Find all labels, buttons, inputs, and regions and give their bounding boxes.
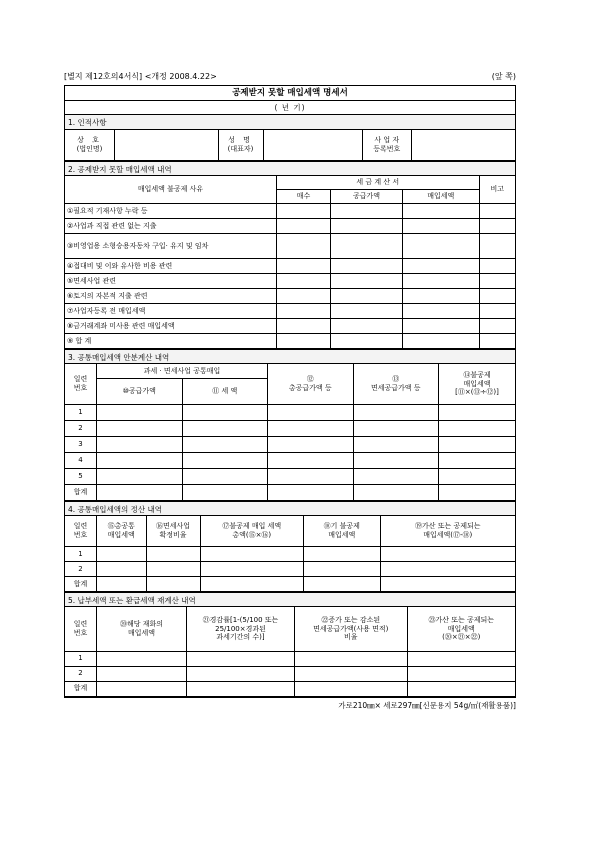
nondeductible-col-header: ⑭불공제 매입세액 [⑪×(⑬÷⑫)] [439, 364, 516, 404]
supply-col-header: 공급가액 [331, 190, 403, 204]
exempt-supply-col-header: ⑬ 면세공급가액 등 [353, 364, 439, 404]
total-common-cell[interactable] [97, 562, 147, 577]
table-row [65, 274, 515, 289]
note-cell[interactable] [479, 289, 515, 304]
nondeductible-total-cell[interactable] [200, 547, 304, 562]
note-cell[interactable] [479, 334, 515, 349]
supply-cell[interactable] [331, 234, 403, 259]
reduction-rate-cell[interactable] [187, 651, 295, 666]
adjusted-tax-col-header: ⑲가산 또는 공제되는 매입세액(⑰-⑱) [380, 516, 515, 547]
table-row [65, 304, 515, 319]
serial-col-header: 일련 번호 [65, 607, 97, 651]
reduction-rate-col-header: ㉑경감률[1-(5/100 또는 25/100×경과된 과세기간의 수)] [187, 607, 295, 651]
note-cell[interactable] [479, 259, 515, 274]
nondeductible-cell[interactable] [439, 468, 516, 484]
total-common-cell[interactable] [97, 577, 147, 592]
adjusted-tax-cell[interactable] [380, 547, 515, 562]
supply-cell[interactable] [331, 289, 403, 304]
section-1-table [65, 130, 515, 161]
reason-col-header: 매입세액 불공제 사유 [65, 176, 277, 204]
tax-cell[interactable] [182, 404, 268, 420]
tax-cell[interactable] [403, 289, 480, 304]
nondeductible-total-cell[interactable] [200, 562, 304, 577]
table-row [65, 666, 515, 681]
exempt-ratio-cell[interactable] [146, 547, 200, 562]
reason-label: ⑤면세사업 관련 [65, 274, 277, 289]
tax-col-header: ⑪ 세 액 [182, 378, 268, 404]
tax-cell[interactable] [403, 204, 480, 219]
nondeductible-cell[interactable] [439, 420, 516, 436]
table-row [65, 651, 515, 666]
total-supply-cell[interactable] [268, 452, 354, 468]
supply-cell[interactable] [97, 420, 183, 436]
total-common-col-header: ⑮총공통 매입세액 [97, 516, 147, 547]
goods-tax-cell[interactable] [97, 681, 187, 696]
trade-name-label: 상 호 (법인명) [65, 130, 115, 160]
nondeductible-cell[interactable] [439, 404, 516, 420]
already-nondeductible-cell[interactable] [304, 562, 381, 577]
table-row [65, 204, 515, 219]
section-5-table [65, 607, 515, 697]
supply-cell[interactable] [97, 452, 183, 468]
nondeductible-cell[interactable] [439, 484, 516, 500]
form-sheet [64, 70, 516, 711]
reason-label: ⑥토지의 자본적 지출 관련 [65, 289, 277, 304]
serial-number: 1 [65, 651, 97, 666]
exempt-ratio-cell[interactable] [146, 562, 200, 577]
ratio-change-col-header: ㉒증가 또는 감소된 면세공급가액(사용 면적) 비율 [295, 607, 408, 651]
total-row [65, 577, 515, 592]
registration-no-label: 사 업 자 등록번호 [362, 130, 412, 160]
total-supply-cell[interactable] [268, 484, 354, 500]
total-supply-cell[interactable] [268, 468, 354, 484]
total-supply-col-header: ⑫ 총공급가액 등 [268, 364, 354, 404]
adjusted-tax-cell[interactable] [407, 651, 515, 666]
reason-label: ④접대비 및 이와 유사한 비용 관련 [65, 259, 277, 274]
serial-number: 1 [65, 547, 97, 562]
trade-name-field[interactable] [115, 130, 219, 160]
goods-tax-col-header: ⑳해당 재화의 매입세액 [97, 607, 187, 651]
note-cell[interactable] [479, 219, 515, 234]
ratio-change-cell[interactable] [295, 681, 408, 696]
table-row [65, 289, 515, 304]
reason-label: ⑦사업자등록 전 매입세액 [65, 304, 277, 319]
table-row [65, 259, 515, 274]
table-row [65, 319, 515, 334]
total-supply-cell[interactable] [268, 404, 354, 420]
table-row [65, 420, 515, 436]
paper-spec: 가로210㎜× 세로297㎜[신문용지 54g/㎡(재활용품)] [338, 700, 516, 710]
tax-cell[interactable] [182, 420, 268, 436]
already-nondeductible-col-header: ⑱기 불공제 매입세액 [304, 516, 381, 547]
table-row [65, 452, 515, 468]
serial-number: 합계 [65, 681, 97, 696]
reason-label: ①필요적 기재사항 누락 등 [65, 204, 277, 219]
table-row [65, 234, 515, 259]
table-row [65, 436, 515, 452]
serial-number: 2 [65, 666, 97, 681]
count-cell[interactable] [277, 259, 331, 274]
form-header [64, 70, 516, 82]
representative-label: 성 명 (대표자) [218, 130, 263, 160]
supply-cell[interactable] [331, 274, 403, 289]
page-side-label: (앞 쪽) [491, 72, 516, 81]
exempt-supply-cell[interactable] [353, 468, 439, 484]
note-cell[interactable] [479, 319, 515, 334]
adjusted-tax-cell[interactable] [380, 562, 515, 577]
reason-label: ⑨ 합 계 [65, 334, 277, 349]
serial-number: 3 [65, 436, 97, 452]
supply-cell[interactable] [97, 468, 183, 484]
adjusted-tax-col-header: ㉓가산 또는 공제되는 매입세액 (⑳×㉑×㉒) [407, 607, 515, 651]
serial-number: 2 [65, 562, 97, 577]
ratio-change-cell[interactable] [295, 651, 408, 666]
supply-cell[interactable] [331, 304, 403, 319]
adjusted-tax-cell[interactable] [407, 666, 515, 681]
tax-cell[interactable] [403, 304, 480, 319]
supply-cell[interactable] [331, 319, 403, 334]
count-cell[interactable] [277, 204, 331, 219]
count-cell[interactable] [277, 319, 331, 334]
tax-cell[interactable] [182, 468, 268, 484]
form-title: 공제받지 못할 매입세액 명세서 [65, 86, 515, 101]
total-row [65, 681, 515, 696]
goods-tax-cell[interactable] [97, 651, 187, 666]
serial-number: 4 [65, 452, 97, 468]
supply-cell[interactable] [331, 334, 403, 349]
table-row [65, 562, 515, 577]
serial-col-header: 일련 번호 [65, 364, 97, 404]
total-common-cell[interactable] [97, 547, 147, 562]
supply-cell[interactable] [97, 436, 183, 452]
exempt-ratio-col-header: ⑯면세사업 확정비율 [146, 516, 200, 547]
representative-field[interactable] [263, 130, 362, 160]
count-cell[interactable] [277, 219, 331, 234]
serial-col-header: 일련 번호 [65, 516, 97, 547]
count-col-header: 매수 [277, 190, 331, 204]
tax-cell[interactable] [403, 319, 480, 334]
note-cell[interactable] [479, 304, 515, 319]
section-2-table [65, 176, 515, 350]
invoice-col-header: 세 금 계 산 서 [277, 176, 480, 190]
count-cell[interactable] [277, 274, 331, 289]
form-body [64, 85, 516, 698]
supply-cell[interactable] [97, 404, 183, 420]
section-1-heading: 1. 인적사항 [65, 115, 515, 130]
reason-label: ⑧금거래계좌 미사용 관련 매입세액 [65, 319, 277, 334]
section-4-table [65, 516, 515, 593]
section-5-heading: 5. 납부세액 또는 환급세액 재계산 내역 [65, 592, 515, 607]
nondeductible-total-cell[interactable] [200, 577, 304, 592]
exempt-supply-cell[interactable] [353, 404, 439, 420]
exempt-supply-cell[interactable] [353, 420, 439, 436]
supply-cell[interactable] [331, 204, 403, 219]
exempt-supply-cell[interactable] [353, 484, 439, 500]
section-2-heading: 2. 공제받지 못할 매입세액 내역 [65, 161, 515, 176]
supply-cell[interactable] [331, 219, 403, 234]
count-cell[interactable] [277, 289, 331, 304]
note-col-header: 비고 [479, 176, 515, 204]
exempt-ratio-cell[interactable] [146, 577, 200, 592]
common-purchase-group-header: 과세 · 면세사업 공통매입 [97, 364, 268, 378]
serial-number: 1 [65, 404, 97, 420]
section-3-table [65, 364, 515, 501]
reduction-rate-cell[interactable] [187, 666, 295, 681]
serial-number: 합계 [65, 484, 97, 500]
tax-cell[interactable] [403, 234, 480, 259]
count-cell[interactable] [277, 334, 331, 349]
tax-cell[interactable] [403, 259, 480, 274]
exempt-supply-cell[interactable] [353, 452, 439, 468]
nondeductible-cell[interactable] [439, 436, 516, 452]
total-supply-cell[interactable] [268, 436, 354, 452]
table-row [65, 547, 515, 562]
exempt-supply-cell[interactable] [353, 436, 439, 452]
tax-cell[interactable] [182, 452, 268, 468]
ratio-change-cell[interactable] [295, 666, 408, 681]
supply-cell[interactable] [331, 259, 403, 274]
already-nondeductible-cell[interactable] [304, 547, 381, 562]
count-cell[interactable] [277, 234, 331, 259]
reduction-rate-cell[interactable] [187, 681, 295, 696]
tax-col-header: 매입세액 [403, 190, 480, 204]
adjusted-tax-cell[interactable] [407, 681, 515, 696]
serial-number: 2 [65, 420, 97, 436]
table-row [65, 334, 515, 349]
table-row [65, 219, 515, 234]
nondeductible-total-col-header: ⑰불공제 매입 세액 총액(⑮×⑯) [200, 516, 304, 547]
registration-no-field[interactable] [412, 130, 516, 160]
note-cell[interactable] [479, 274, 515, 289]
tax-cell[interactable] [403, 219, 480, 234]
tax-cell[interactable] [403, 334, 480, 349]
serial-number: 합계 [65, 577, 97, 592]
table-row [65, 468, 515, 484]
reason-label: ③비영업용 소형승용자동차 구입· 유지 및 임차 [65, 234, 277, 259]
already-nondeductible-cell[interactable] [304, 577, 381, 592]
section-4-heading: 4. 공통매입세액의 정산 내역 [65, 501, 515, 516]
tax-cell[interactable] [403, 274, 480, 289]
tax-cell[interactable] [182, 484, 268, 500]
nondeductible-cell[interactable] [439, 452, 516, 468]
table-row [65, 404, 515, 420]
supply-col-header: ⑩공급가액 [97, 378, 183, 404]
reason-label: ②사업과 직접 관련 없는 지출 [65, 219, 277, 234]
serial-number: 5 [65, 468, 97, 484]
form-reference: [별지 제12호의4서식] <개정 2008.4.22> [64, 72, 217, 81]
count-cell[interactable] [277, 304, 331, 319]
note-cell[interactable] [479, 204, 515, 219]
section-3-heading: 3. 공통매입세액 안분계산 내역 [65, 349, 515, 364]
period-field[interactable]: ( 년 기) [65, 101, 515, 115]
note-cell[interactable] [479, 234, 515, 259]
adjusted-tax-cell[interactable] [380, 577, 515, 592]
goods-tax-cell[interactable] [97, 666, 187, 681]
total-row [65, 484, 515, 500]
tax-cell[interactable] [182, 436, 268, 452]
supply-cell[interactable] [97, 484, 183, 500]
total-supply-cell[interactable] [268, 420, 354, 436]
